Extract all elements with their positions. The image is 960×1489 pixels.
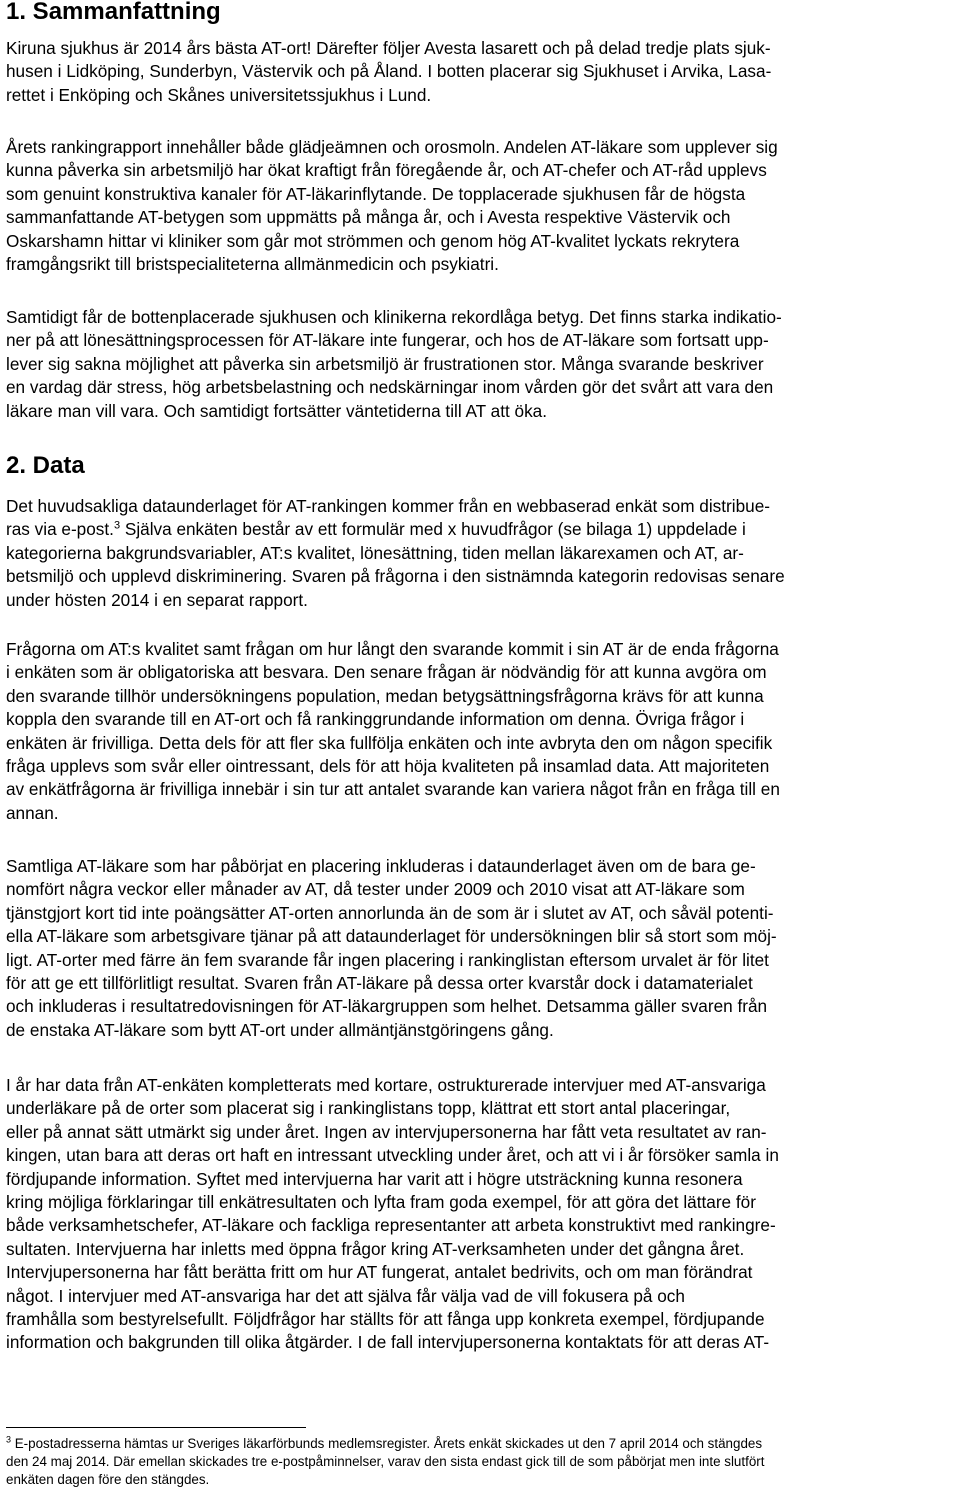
text-line: underläkare på de orter som placerat sig i rankinglistans topp, klättrat ett stort antal placeringar,: [6, 1098, 731, 1119]
text-line: information och bakgrunden till olika åtgärder. I de fall intervjupersonerna kontaktats för att deras AT-: [6, 1332, 770, 1353]
text-line: av enkätfrågorna är frivilliga innebär i sin tur att antalet svarande kan variera något från en fråga till en: [6, 779, 780, 800]
text-line: Oskarshamn hittar vi kliniker som går mot strömmen och genom hög AT-kvalitet lyckats rekrytera: [6, 230, 740, 251]
text-line: nomfört några veckor eller månader av AT, då tester under 2009 och 2010 visat att AT-läkare som: [6, 879, 745, 900]
footnote-separator: [6, 1427, 306, 1428]
text-line: under hösten 2014 i en separat rapport.: [6, 589, 308, 610]
text-line: läkare man vill vara. Och samtidigt fortsätter väntetiderna till AT att öka.: [6, 400, 548, 421]
text-line: Årets rankingrapport innehåller både glädjeämnen och orosmoln. Andelen AT-läkare som upplever sig: [6, 137, 778, 157]
text-line: de enstaka AT-läkare som bytt AT-ort under allmäntjänstgöringens gång.: [6, 1019, 554, 1040]
footnote-reference[interactable]: 3: [113, 519, 121, 532]
text-line: kategorierna bakgrundsvariabler, AT:s kvalitet, lönesättning, tiden mellan läkarexamen och AT, ar-: [6, 542, 744, 563]
paragraph-inclusion: [6, 855, 956, 1042]
text-line: Intervjupersonerna har fått berätta fritt om hur AT fungerat, antalet bedrivits, och om man förändrat: [6, 1262, 753, 1283]
text-fragment: ras via e-post.: [6, 519, 114, 540]
text-line: framgångsrikt till bristspecialiteterna allmänmedicin och psykiatri.: [6, 254, 499, 275]
text-line: en vardag där stress, hög arbetsbelastning och nedskärningar inom vården gör det svårt att vara den: [6, 377, 774, 398]
text-line: eller på annat sätt utmärkt sig under året. Ingen av intervjupersonerna har fått veta resultatet av ran-: [6, 1121, 767, 1142]
text-line: både verksamhetschefer, AT-läkare och fackliga representanter att arbeta konstruktivt med rankingre-: [6, 1215, 776, 1236]
text-line: enkäten är frivilliga. Detta dels för att fler ska fullfölja enkäten och inte avbryta den om någon specifik: [6, 732, 773, 753]
text-line: I år har data från AT-enkäten kompletterats med kortare, ostrukturerade intervjuer med AT-ansvariga: [6, 1075, 766, 1095]
text-line: ligt. AT-orter med färre än fem svarande får ingen placering i rankinglistan eftersom urvalet är för litet: [6, 949, 769, 970]
text-line: ner på att lönesättningsprocessen för AT-läkare inte fungerar, och hos de AT-läkare som fortsatt upp-: [6, 330, 769, 351]
text-line: Kiruna sjukhus är 2014 års bästa AT-ort! Därefter följer Avesta lasarett och på delad tredje plats sjuk-: [6, 38, 771, 58]
footnote-line: den 24 maj 2014. Där emellan skickades tre e-postpåminnelser, varav den sista endast gick till de som påbörjat men inte slutfört: [6, 1454, 765, 1469]
footnote-line: [6, 1435, 956, 1453]
text-line: tjänstgjort kort tid inte poängsätter AT-orten annorlunda än de som är i slutet av AT, och såväl potenti-: [6, 902, 774, 923]
text-line: ella AT-läkare som arbetsgivare tjänar på att dataunderlaget för undersökningen blir så stort som möj-: [6, 926, 777, 947]
text-line: som genuint konstruktiva kanaler för AT-läkarinflytande. De topplacerade sjukhusen får de högsta: [6, 183, 746, 204]
text-line: betsmiljö och upplevd diskriminering. Svaren på frågorna i den sistnämnda kategorin redovisas senare: [6, 566, 785, 587]
paragraph-results: [6, 37, 956, 107]
text-line: sammanfattande AT-betygen som uppmätts på många år, och i Avesta respektive Västervik och: [6, 207, 731, 228]
text-line: annan.: [6, 802, 59, 823]
text-line: Det huvudsakliga dataunderlaget för AT-rankingen kommer från en webbaserad enkät som distribue-: [6, 496, 770, 516]
text-line: den svarande tillhör undersökningens population, medan betygsättningsfrågorna krävs för att kunna: [6, 685, 764, 706]
footnote-line: enkäten dagen före den stängdes.: [6, 1472, 210, 1487]
text-line: för att ge ett tillförlitligt resultat. Svaren från AT-läkare på dessa orter kvarstår dock i datamaterialet: [6, 973, 753, 994]
paragraph-highlights: [6, 136, 956, 276]
paragraph-concerns: [6, 306, 956, 423]
text-line: kingen, utan bara att deras ort haft en intressant utveckling under året, och att vi i år försöker samla in: [6, 1145, 779, 1166]
paragraph-mandatory-questions: [6, 638, 956, 825]
text-line: Samtidigt får de bottenplacerade sjukhusen och klinikerna rekordlåga betyg. Det finns starka indikatio-: [6, 307, 782, 327]
text-line: husen i Lidköping, Sunderbyn, Västervik och på Åland. I botten placerar sig Sjukhuset i Arvika, Lasa-: [6, 61, 772, 82]
text-line: lever sig sakna möjlighet att påverka sin arbetsmiljö är frustrationen stor. Många svarande beskriver: [6, 353, 764, 374]
paragraph-interviews: [6, 1074, 956, 1355]
text-line: kring möjliga förklaringar till enkätresultaten och lyfta fram goda exempel, för att göra det lättare för: [6, 1192, 756, 1213]
section-heading-summary: 1. Sammanfattning: [6, 0, 221, 25]
paragraph-data-source: [6, 495, 956, 612]
text-line: i enkäten som är obligatoriska att besvara. Den senare frågan är nödvändig för att kunna avgöra om: [6, 662, 767, 683]
text-line: fråga upplevs som svår eller ointressant, dels för att höja kvaliteten på insamlad data. Att majoriteten: [6, 756, 770, 777]
text-line: och inkluderas i resultatredovisningen för AT-läkargruppen som helhet. Detsamma gäller svaren från: [6, 996, 768, 1017]
text-fragment: Själva enkäten består av ett formulär med x huvudfrågor (se bilaga 1) uppdelade i: [120, 519, 746, 540]
text-line: [6, 518, 956, 541]
text-line: kunna påverka sin arbetsmiljö har ökat kraftigt från föregående år, och AT-chefer och AT-råd upplevs: [6, 160, 767, 181]
text-line: Samtliga AT-läkare som har påbörjat en placering inkluderas i dataunderlaget även om de bara ge-: [6, 856, 756, 876]
text-line: något. I intervjuer med AT-ansvariga har det att själva får välja vad de vill fokusera på och: [6, 1285, 685, 1306]
footnote-number: 3: [6, 1434, 12, 1445]
text-line: fördjupande information. Syftet med intervjuerna har varit att i högre utsträckning kunna resonera: [6, 1168, 743, 1189]
text-line: Frågorna om AT:s kvalitet samt frågan om hur långt den svarande kommit i sin AT är de enda frågorna: [6, 639, 779, 659]
footnote-text: E-postadresserna hämtas ur Sveriges läkarförbunds medlemsregister. Årets enkät skickades ut den 7 april 2014 och stängdes: [11, 1436, 763, 1451]
section-heading-data: 2. Data: [6, 452, 85, 479]
text-line: framhålla som bestyrelsefullt. Följdfrågor har ställts för att fånga upp konkreta exempel, fördjupande: [6, 1309, 765, 1330]
footnote: [6, 1435, 956, 1489]
text-line: koppla den svarande till en AT-ort och få rankinggrundande information om denna. Övriga frågor i: [6, 709, 745, 730]
text-line: sultaten. Intervjuerna har inletts med öppna frågor kring AT-verksamheten under det gångna året.: [6, 1238, 745, 1259]
text-line: rettet i Enköping och Skånes universitetssjukhus i Lund.: [6, 84, 432, 105]
